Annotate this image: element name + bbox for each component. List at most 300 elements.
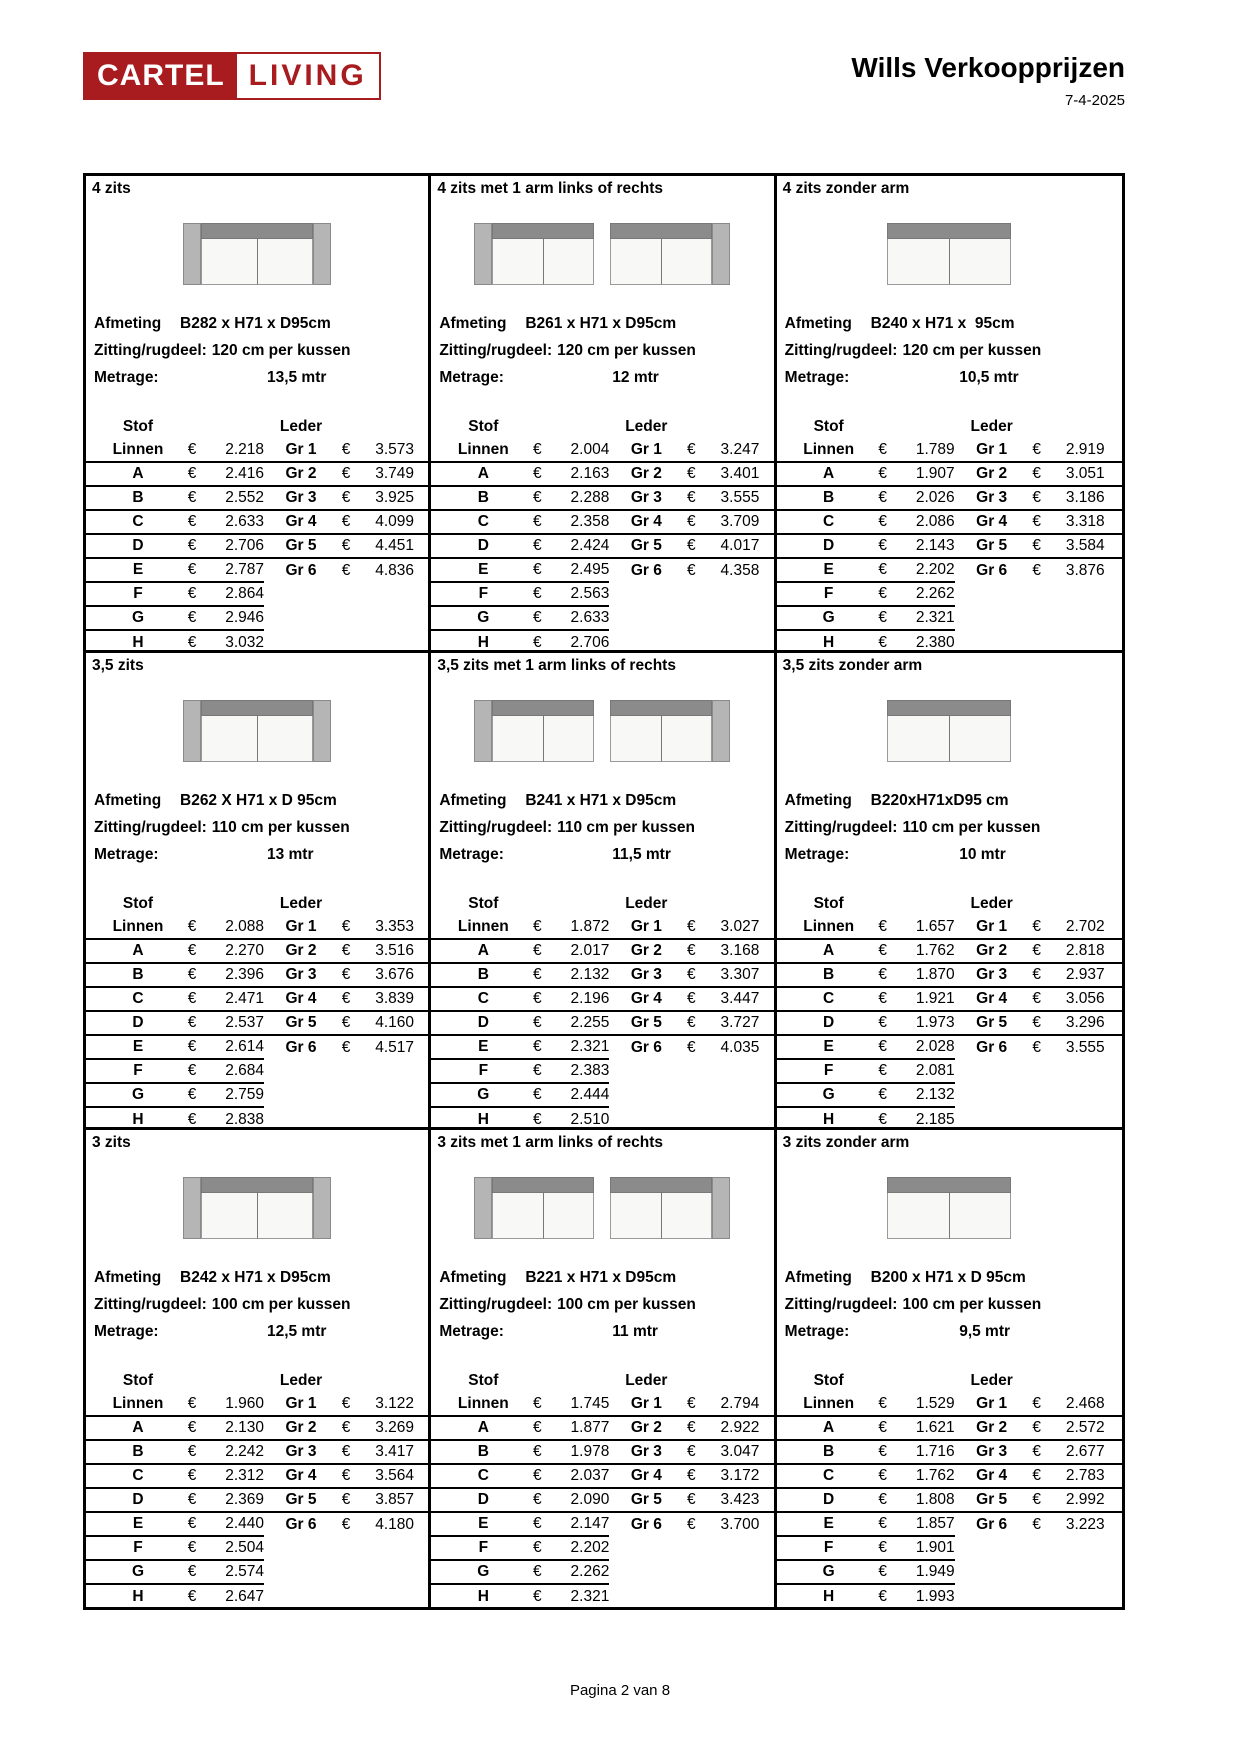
euro-sign: € bbox=[178, 1513, 206, 1537]
price-value: 2.504 bbox=[206, 1537, 264, 1561]
spacer bbox=[86, 1036, 98, 1060]
row-label: E bbox=[98, 1036, 178, 1060]
spacer bbox=[1105, 463, 1122, 485]
sofa-seats bbox=[201, 239, 313, 285]
spacer bbox=[431, 1012, 443, 1034]
price-row bbox=[777, 487, 1122, 511]
euro-sign: € bbox=[687, 1491, 696, 1508]
row-label bbox=[961, 631, 1023, 653]
row-label: G bbox=[98, 1084, 178, 1108]
price-row bbox=[777, 1441, 1122, 1465]
row-label: F bbox=[98, 1060, 178, 1084]
spacer bbox=[414, 1084, 428, 1108]
price-row bbox=[777, 1417, 1122, 1441]
euro-sign: € bbox=[687, 1419, 696, 1436]
euro-sign: € bbox=[878, 1443, 887, 1460]
euro-sign: € bbox=[1032, 441, 1041, 458]
price-value: 1.973 bbox=[915, 1014, 955, 1031]
price-value: 3.727 bbox=[720, 1014, 760, 1031]
zitting-label: Zitting/rugdeel: bbox=[784, 819, 898, 836]
sofa-right-arm-icon bbox=[712, 700, 730, 762]
spacer bbox=[1023, 415, 1051, 439]
spacer bbox=[414, 1585, 428, 1607]
price-row bbox=[777, 1393, 1122, 1417]
euro-sign: € bbox=[187, 489, 197, 506]
afmeting-row bbox=[439, 1264, 765, 1291]
price-value: 2.202 bbox=[897, 559, 955, 583]
stof-header: Stof bbox=[813, 1372, 844, 1389]
zitting-value: 100 cm per kussen bbox=[902, 1296, 1042, 1313]
spacer bbox=[414, 1441, 428, 1463]
euro-sign bbox=[1023, 1060, 1051, 1084]
price-value: 2.787 bbox=[206, 559, 264, 583]
metrage-value: 11 mtr bbox=[612, 1323, 658, 1340]
row-label bbox=[270, 1585, 332, 1607]
euro-sign: € bbox=[187, 1588, 197, 1605]
euro-sign bbox=[1023, 1561, 1051, 1585]
price-row bbox=[86, 1060, 428, 1084]
price-row bbox=[431, 1585, 773, 1607]
price-value: 2.783 bbox=[1065, 1467, 1105, 1484]
row-label: Gr 2 bbox=[285, 465, 317, 482]
zitting-row bbox=[94, 337, 420, 364]
row-label: Gr 1 bbox=[630, 1395, 662, 1412]
price-value bbox=[360, 583, 414, 607]
spacer bbox=[86, 559, 98, 583]
euro-sign bbox=[1023, 583, 1051, 607]
spacer bbox=[431, 1513, 443, 1537]
euro-sign: € bbox=[1032, 1516, 1041, 1533]
row-label: B bbox=[132, 489, 144, 506]
price-value: 2.196 bbox=[570, 990, 610, 1007]
price-value: 3.555 bbox=[1065, 1039, 1105, 1056]
price-value: 4.358 bbox=[720, 562, 760, 579]
euro-sign: € bbox=[523, 1084, 551, 1108]
row-label: Gr 4 bbox=[285, 1467, 317, 1484]
spacer bbox=[431, 415, 443, 439]
row-label: Gr 1 bbox=[630, 918, 662, 935]
sofa-seat-icon bbox=[610, 1193, 662, 1239]
euro-sign: € bbox=[523, 559, 551, 583]
euro-sign: € bbox=[878, 465, 887, 482]
spacer bbox=[777, 1441, 789, 1463]
row-label: A bbox=[132, 1419, 144, 1436]
spacer bbox=[1051, 415, 1105, 439]
price-value bbox=[705, 583, 759, 607]
price-value: 3.122 bbox=[375, 1395, 414, 1412]
metrage-row bbox=[785, 841, 1114, 868]
product-cell bbox=[777, 653, 1122, 1130]
product-cell bbox=[777, 176, 1122, 653]
price-value: 2.288 bbox=[570, 489, 610, 506]
spacer bbox=[360, 415, 414, 439]
price-value: 2.818 bbox=[1065, 942, 1105, 959]
spacer bbox=[332, 892, 360, 916]
metrage-value: 13,5 mtr bbox=[266, 369, 327, 386]
price-row bbox=[86, 583, 428, 607]
spacer bbox=[777, 1369, 789, 1393]
euro-sign: € bbox=[533, 942, 542, 959]
sofa-body bbox=[610, 700, 712, 762]
zitting-label: Zitting/rugdeel: bbox=[94, 819, 207, 836]
spacer bbox=[86, 1060, 98, 1084]
sofa-seat-icon bbox=[492, 716, 544, 762]
spacer bbox=[759, 607, 773, 631]
row-label: Gr 5 bbox=[285, 1014, 317, 1031]
row-label: A bbox=[132, 465, 144, 482]
sofa-seat-icon bbox=[950, 1193, 1012, 1239]
row-label: Gr 4 bbox=[630, 990, 662, 1007]
spacer bbox=[777, 463, 789, 485]
sofa-seat-icon bbox=[544, 716, 595, 762]
row-label bbox=[615, 583, 677, 607]
euro-sign: € bbox=[869, 1513, 897, 1537]
row-label: F bbox=[789, 1060, 869, 1084]
spacer bbox=[1105, 511, 1122, 533]
price-value: 1.901 bbox=[897, 1537, 955, 1561]
euro-sign: € bbox=[533, 1491, 542, 1508]
row-label: A bbox=[132, 942, 144, 959]
row-label: Gr 6 bbox=[630, 562, 662, 579]
price-value: 4.517 bbox=[375, 1039, 414, 1056]
price-row bbox=[86, 964, 428, 988]
leder-header: Leder bbox=[970, 895, 1013, 912]
price-value: 2.369 bbox=[225, 1491, 264, 1508]
price-value: 2.242 bbox=[225, 1443, 264, 1460]
row-label: Linnen bbox=[457, 918, 509, 935]
cell-info bbox=[86, 787, 428, 868]
euro-sign: € bbox=[869, 1084, 897, 1108]
row-label: Gr 3 bbox=[630, 1443, 662, 1460]
row-label: H bbox=[823, 1588, 835, 1605]
price-row bbox=[777, 1465, 1122, 1489]
spacer bbox=[897, 415, 955, 439]
sofa-left-arm-icon bbox=[183, 700, 201, 762]
price-value bbox=[360, 1084, 414, 1108]
product-cell bbox=[777, 1130, 1122, 1607]
product-cell bbox=[431, 176, 776, 653]
spacer bbox=[86, 1084, 98, 1108]
product-grid bbox=[83, 173, 1125, 1610]
sofa-shape bbox=[887, 223, 1011, 285]
metrage-label: Metrage: bbox=[439, 369, 504, 386]
price-value bbox=[360, 1537, 414, 1561]
price-row bbox=[431, 988, 773, 1012]
price-value: 1.907 bbox=[915, 465, 955, 482]
sofa-body bbox=[492, 223, 594, 285]
price-value: 2.572 bbox=[1065, 1419, 1105, 1436]
price-value bbox=[1051, 631, 1105, 653]
price-value bbox=[360, 631, 414, 653]
spacer bbox=[414, 1513, 428, 1537]
row-label: B bbox=[132, 1443, 144, 1460]
row-label: B bbox=[823, 489, 835, 506]
stof-header: Stof bbox=[122, 1372, 154, 1389]
afmeting-value: B241 x H71 x D95cm bbox=[525, 792, 677, 809]
price-value: 3.247 bbox=[720, 441, 760, 458]
cell-title: 3 zits bbox=[92, 1134, 131, 1151]
spacer bbox=[705, 1369, 759, 1393]
row-label: B bbox=[477, 966, 489, 983]
spacer bbox=[1105, 1012, 1122, 1034]
spacer bbox=[1023, 1369, 1051, 1393]
euro-sign: € bbox=[1032, 1039, 1041, 1056]
price-row bbox=[86, 916, 428, 940]
spacer bbox=[431, 463, 443, 485]
euro-sign: € bbox=[523, 583, 551, 607]
zitting-label: Zitting/rugdeel: bbox=[784, 342, 898, 359]
price-value bbox=[705, 1585, 759, 1607]
price-row bbox=[86, 439, 428, 463]
price-table-header bbox=[777, 892, 1122, 916]
euro-sign bbox=[1023, 1084, 1051, 1108]
product-cell bbox=[86, 653, 431, 1130]
euro-sign: € bbox=[341, 1014, 351, 1031]
sofa-shape bbox=[183, 1177, 331, 1239]
euro-sign: € bbox=[869, 1537, 897, 1561]
euro-sign: € bbox=[687, 1467, 696, 1484]
spacer bbox=[551, 415, 609, 439]
row-label: C bbox=[477, 990, 489, 1007]
spacer bbox=[1105, 988, 1122, 1010]
sofa-seats bbox=[492, 1193, 594, 1239]
price-row bbox=[777, 1108, 1122, 1130]
spacer bbox=[431, 607, 443, 631]
euro-sign bbox=[677, 1084, 705, 1108]
euro-sign: € bbox=[341, 489, 351, 506]
row-label bbox=[615, 1585, 677, 1607]
euro-sign bbox=[332, 607, 360, 631]
sofa-seats bbox=[610, 716, 712, 762]
price-value: 2.147 bbox=[551, 1513, 609, 1537]
spacer bbox=[759, 1417, 773, 1439]
spacer bbox=[777, 415, 789, 439]
row-label: D bbox=[823, 1014, 835, 1031]
logo-living-text: LIVING bbox=[237, 54, 379, 98]
euro-sign: € bbox=[187, 942, 197, 959]
spacer bbox=[869, 1369, 897, 1393]
price-row bbox=[86, 559, 428, 583]
afmeting-value: B261 x H71 x D95cm bbox=[525, 315, 677, 332]
price-value: 3.296 bbox=[1065, 1014, 1105, 1031]
price-value: 1.857 bbox=[897, 1513, 955, 1537]
price-value: 3.925 bbox=[375, 489, 414, 506]
price-value: 2.380 bbox=[915, 634, 955, 651]
sofa-left-arm-icon bbox=[474, 700, 492, 762]
metrage-value: 9,5 mtr bbox=[959, 1323, 1011, 1340]
euro-sign: € bbox=[687, 1039, 696, 1056]
cell-title: 4 zits met 1 arm links of rechts bbox=[437, 180, 664, 197]
sofa-diagram bbox=[777, 1156, 1122, 1260]
spacer bbox=[360, 892, 414, 916]
row-label: B bbox=[477, 1443, 489, 1460]
price-value: 3.700 bbox=[720, 1516, 760, 1533]
price-value: 2.937 bbox=[1065, 966, 1105, 983]
euro-sign: € bbox=[869, 1036, 897, 1060]
euro-sign: € bbox=[341, 942, 351, 959]
spacer bbox=[86, 940, 98, 962]
spacer bbox=[431, 1489, 443, 1511]
spacer bbox=[897, 892, 955, 916]
sofa-back-icon bbox=[610, 1177, 712, 1193]
price-value: 3.423 bbox=[720, 1491, 760, 1508]
row-label: Gr 6 bbox=[630, 1516, 662, 1533]
row-label: Linnen bbox=[457, 441, 509, 458]
row-label: Gr 1 bbox=[285, 918, 317, 935]
sofa-right-arm-icon bbox=[712, 1177, 730, 1239]
spacer bbox=[431, 940, 443, 962]
price-value: 3.417 bbox=[375, 1443, 414, 1460]
price-row bbox=[777, 1585, 1122, 1607]
euro-sign: € bbox=[687, 1443, 696, 1460]
sofa-right-arm-icon bbox=[313, 1177, 331, 1239]
euro-sign: € bbox=[878, 1467, 887, 1484]
price-value: 3.051 bbox=[1065, 465, 1105, 482]
price-value: 2.919 bbox=[1065, 441, 1105, 458]
price-row bbox=[431, 607, 773, 631]
euro-sign: € bbox=[687, 1014, 696, 1031]
cell-info bbox=[86, 1264, 428, 1345]
price-table-header bbox=[86, 892, 428, 916]
price-value: 3.047 bbox=[720, 1443, 760, 1460]
price-row bbox=[431, 487, 773, 511]
row-label: D bbox=[823, 1491, 835, 1508]
sofa-diagram bbox=[431, 1156, 773, 1260]
row-label bbox=[615, 1537, 677, 1561]
spacer bbox=[414, 1561, 428, 1585]
euro-sign: € bbox=[533, 1419, 542, 1436]
euro-sign bbox=[677, 1585, 705, 1607]
spacer bbox=[86, 1108, 98, 1130]
spacer bbox=[759, 583, 773, 607]
afmeting-label: Afmeting bbox=[784, 315, 852, 332]
metrage-row bbox=[439, 1318, 765, 1345]
spacer bbox=[1105, 535, 1122, 557]
spacer bbox=[523, 415, 551, 439]
row-label: E bbox=[443, 559, 523, 583]
stof-header: Stof bbox=[813, 418, 844, 435]
row-label: G bbox=[789, 607, 869, 631]
zitting-label: Zitting/rugdeel: bbox=[439, 819, 553, 836]
sofa-seat-icon bbox=[201, 239, 258, 285]
price-row bbox=[777, 583, 1122, 607]
sofa-seat-icon bbox=[887, 1193, 950, 1239]
zitting-label: Zitting/rugdeel: bbox=[94, 1296, 207, 1313]
price-value: 4.160 bbox=[375, 1014, 414, 1031]
row-label: Linnen bbox=[457, 1395, 509, 1412]
spacer bbox=[777, 1108, 789, 1130]
spacer bbox=[431, 1393, 443, 1415]
euro-sign bbox=[677, 1561, 705, 1585]
price-value: 2.552 bbox=[225, 489, 264, 506]
euro-sign: € bbox=[341, 966, 351, 983]
spacer bbox=[1105, 1108, 1122, 1130]
price-table bbox=[86, 892, 428, 1130]
spacer bbox=[869, 415, 897, 439]
row-label: Gr 3 bbox=[285, 489, 317, 506]
price-row bbox=[777, 940, 1122, 964]
euro-sign: € bbox=[178, 583, 206, 607]
sofa-shape bbox=[474, 700, 594, 762]
row-label: G bbox=[443, 1561, 523, 1585]
row-label bbox=[615, 1108, 677, 1130]
row-label: C bbox=[477, 1467, 489, 1484]
price-value: 2.706 bbox=[570, 634, 610, 651]
price-table-header bbox=[431, 892, 773, 916]
row-label: Gr 3 bbox=[976, 1443, 1008, 1460]
euro-sign: € bbox=[341, 1039, 351, 1056]
spacer bbox=[431, 535, 443, 557]
spacer bbox=[777, 1036, 789, 1060]
spacer bbox=[414, 583, 428, 607]
row-label: A bbox=[823, 465, 835, 482]
euro-sign: € bbox=[1032, 465, 1041, 482]
euro-sign bbox=[677, 583, 705, 607]
row-label bbox=[961, 1537, 1023, 1561]
product-cell bbox=[86, 1130, 431, 1607]
euro-sign: € bbox=[187, 966, 197, 983]
euro-sign: € bbox=[187, 634, 197, 651]
sofa-seats bbox=[887, 716, 1011, 762]
price-row bbox=[777, 964, 1122, 988]
row-label: G bbox=[443, 607, 523, 631]
row-label: Gr 1 bbox=[976, 1395, 1008, 1412]
euro-sign: € bbox=[533, 990, 542, 1007]
price-value: 2.677 bbox=[1065, 1443, 1105, 1460]
price-value: 3.401 bbox=[720, 465, 760, 482]
spacer bbox=[414, 940, 428, 962]
spacer bbox=[86, 1513, 98, 1537]
spacer bbox=[1105, 583, 1122, 607]
price-value: 3.447 bbox=[720, 990, 760, 1007]
price-value: 2.185 bbox=[915, 1111, 955, 1128]
row-label: A bbox=[477, 465, 489, 482]
spacer bbox=[206, 892, 264, 916]
euro-sign: € bbox=[533, 441, 542, 458]
sofa-seats bbox=[610, 239, 712, 285]
price-row bbox=[86, 1537, 428, 1561]
price-value: 2.537 bbox=[225, 1014, 264, 1031]
spacer bbox=[431, 1369, 443, 1393]
price-value: 4.180 bbox=[375, 1516, 414, 1533]
row-label bbox=[270, 1561, 332, 1585]
euro-sign: € bbox=[187, 1014, 197, 1031]
spacer bbox=[86, 1417, 98, 1439]
spacer bbox=[86, 1561, 98, 1585]
price-value: 2.202 bbox=[551, 1537, 609, 1561]
afmeting-row bbox=[785, 310, 1114, 337]
metrage-value: 13 mtr bbox=[266, 846, 314, 863]
price-value: 2.130 bbox=[225, 1419, 264, 1436]
spacer bbox=[1105, 1537, 1122, 1561]
price-value: 2.706 bbox=[225, 537, 264, 554]
spacer bbox=[759, 631, 773, 653]
zitting-value: 120 cm per kussen bbox=[211, 342, 351, 359]
product-cell bbox=[86, 176, 431, 653]
spacer bbox=[1105, 1393, 1122, 1415]
price-value: 2.262 bbox=[897, 583, 955, 607]
spacer bbox=[414, 607, 428, 631]
metrage-row bbox=[785, 1318, 1114, 1345]
row-label: A bbox=[823, 942, 835, 959]
spacer bbox=[1105, 631, 1122, 653]
spacer bbox=[86, 964, 98, 986]
row-label: Gr 3 bbox=[285, 966, 317, 983]
euro-sign: € bbox=[523, 1060, 551, 1084]
euro-sign: € bbox=[687, 562, 696, 579]
spacer bbox=[1105, 940, 1122, 962]
euro-sign: € bbox=[187, 465, 197, 482]
